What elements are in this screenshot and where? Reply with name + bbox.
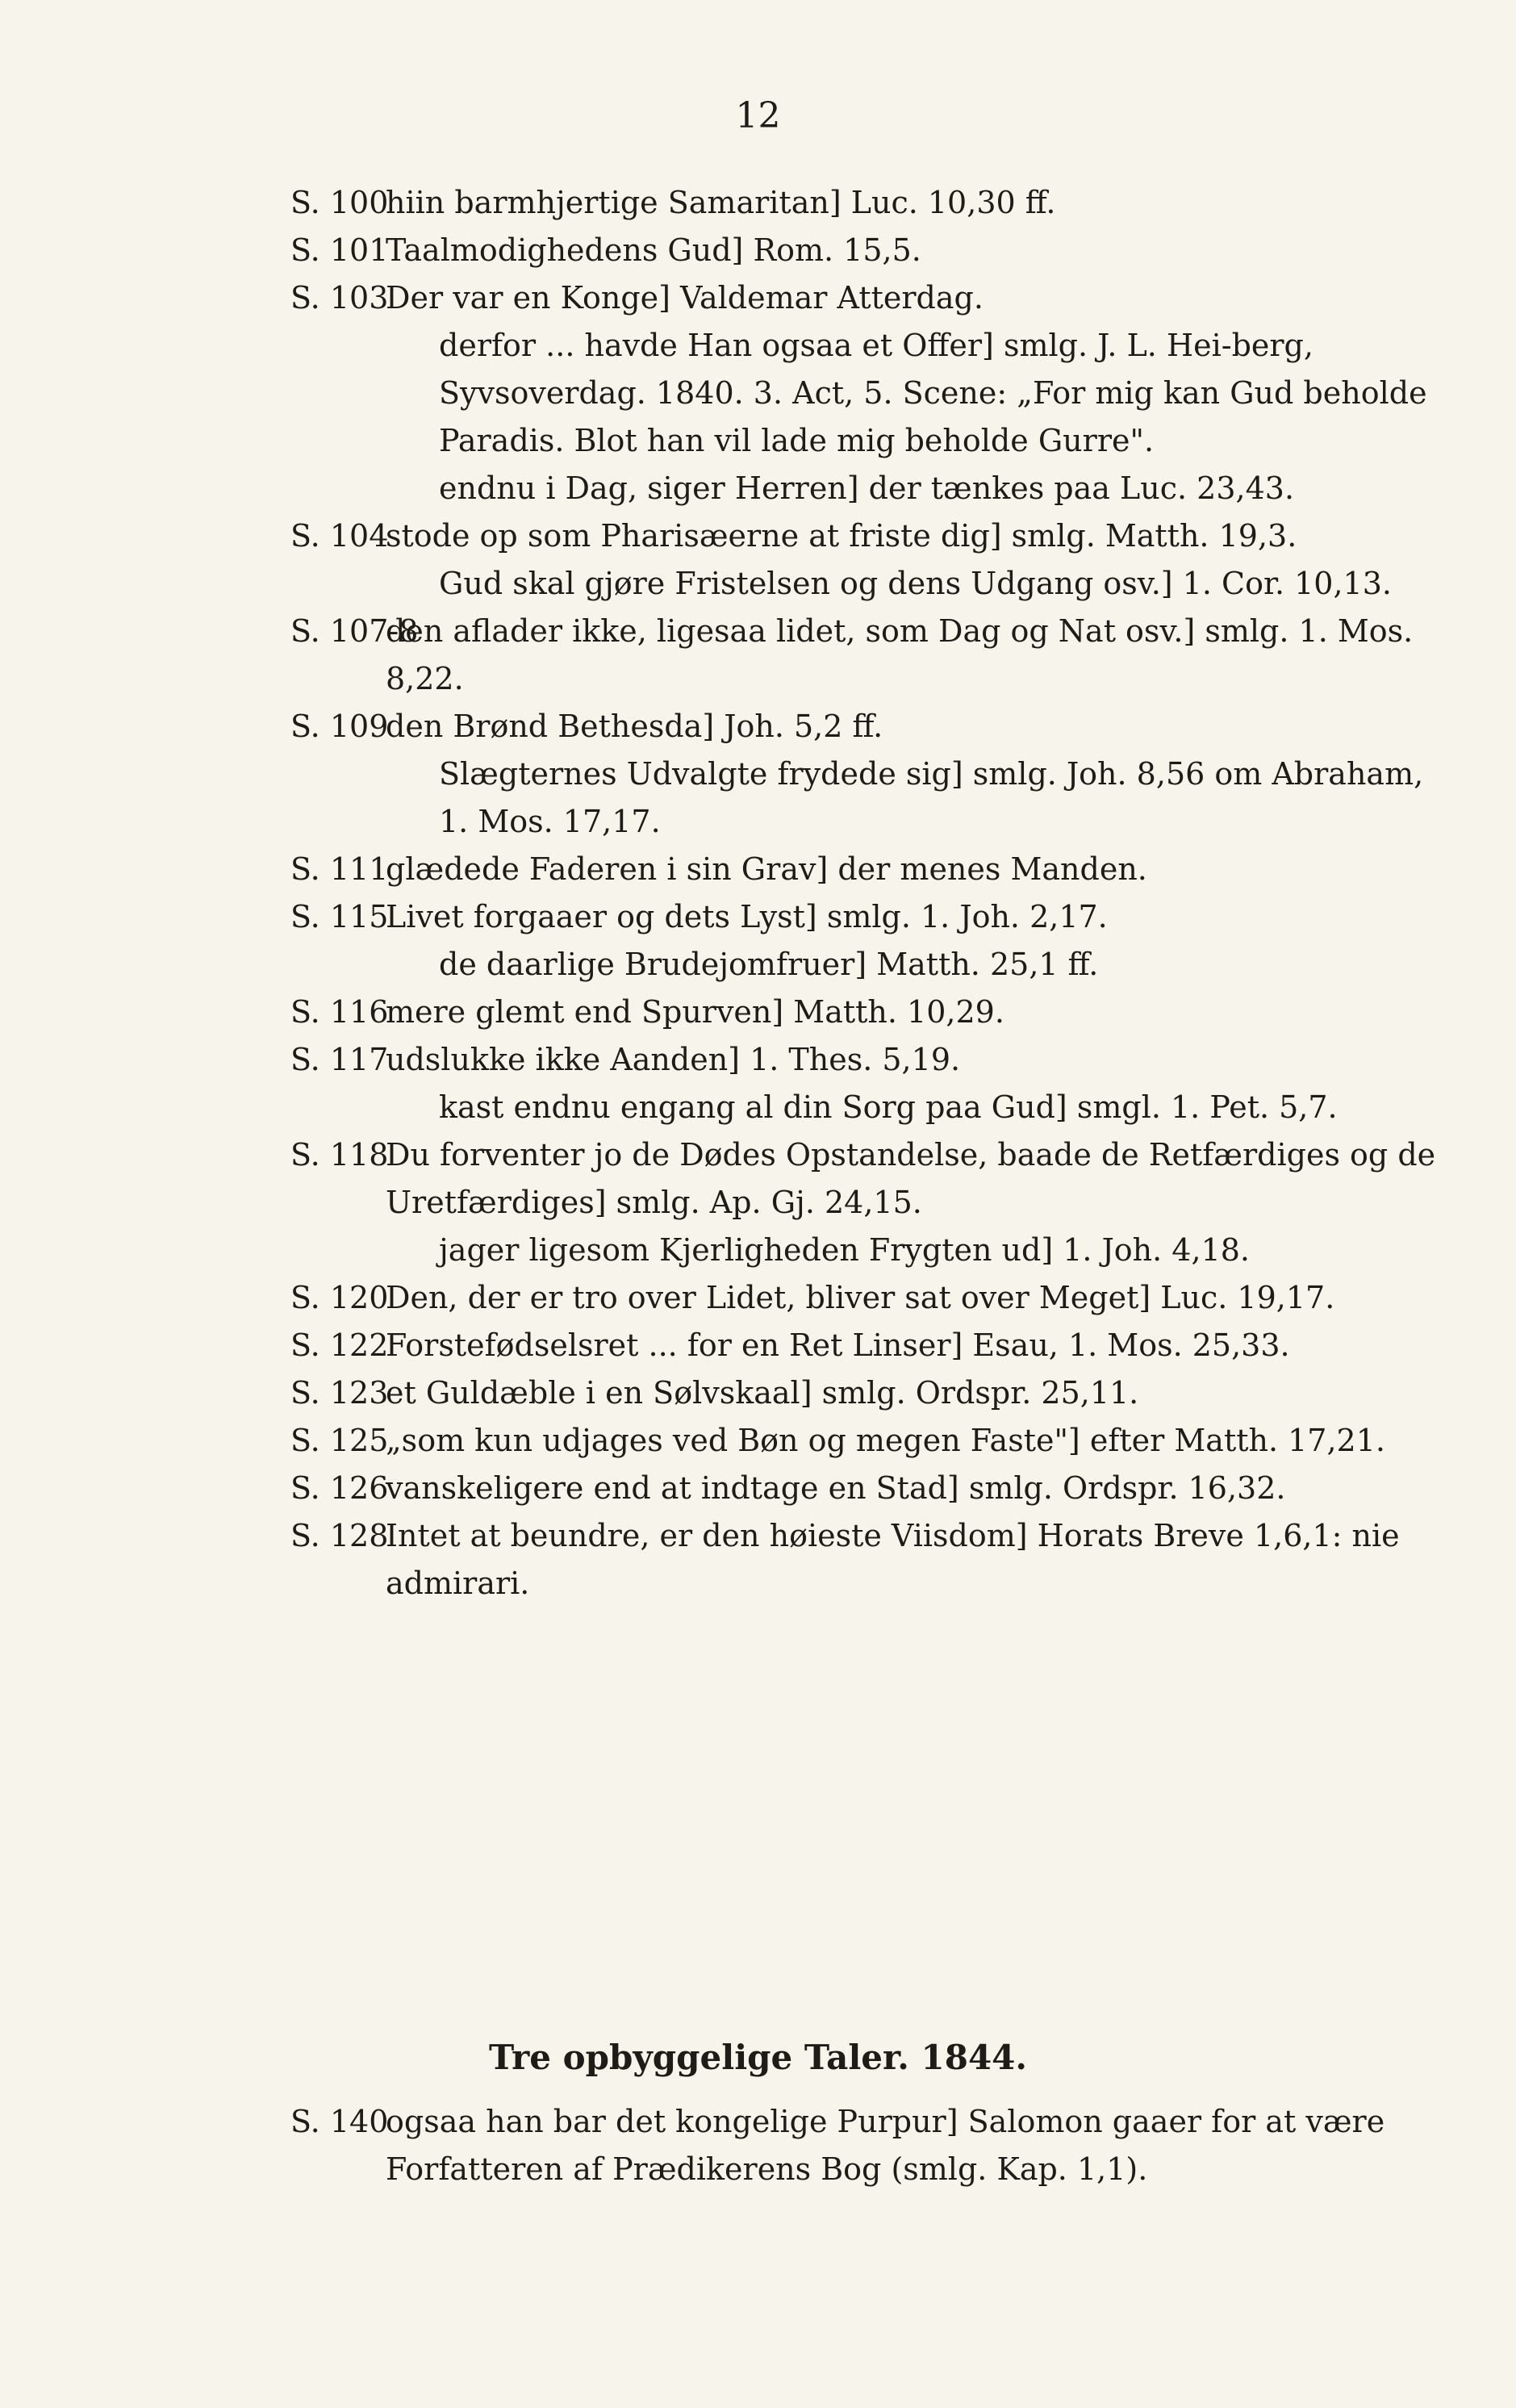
- note-entry: [290, 512, 1436, 608]
- note-text: Den, der er tro over Lidet, bliver sat over Meget] Luc. 19,17.: [386, 1280, 1335, 1315]
- note-entry: [290, 1274, 1436, 1322]
- note-page-ref: S. 122: [290, 1327, 389, 1363]
- notes-list: [290, 179, 1436, 1607]
- note-text: vanskeligere end at indtage en Stad] smlg. Ordspr. 16,32.: [386, 1470, 1286, 1506]
- note-text: Slægternes Udvalgte frydede sig] smlg. Joh. 8,56 om Abraham, 1. Mos. 17,17.: [439, 756, 1424, 839]
- note-entry: [290, 893, 1436, 989]
- note-text: ogsaa han bar det kongelige Purpur] Salomon gaaer for at være Forfatteren af Prædikerens Bog (smlg. Kap. 1,1).: [386, 2104, 1385, 2187]
- note-text: de daarlige Brudejomfruer] Matth. 25,1 ff.: [439, 947, 1099, 982]
- note-entry: [290, 1369, 1436, 1417]
- note-text: den aflader ikke, ligesaa lidet, som Dag og Nat osv.] smlg. 1. Mos. 8,22.: [386, 613, 1414, 696]
- note-page-ref: S. 125: [290, 1423, 389, 1458]
- note-page-ref: S. 120: [290, 1280, 389, 1315]
- note-text: Livet forgaaer og dets Lyst] smlg. 1. Joh. 2,17.: [386, 899, 1108, 934]
- note-entry: [290, 846, 1436, 893]
- note-text: den Brønd Bethesda] Joh. 5,2 ff.: [386, 709, 883, 744]
- note-page-ref: S. 117: [290, 1042, 389, 1077]
- note-text: endnu i Dag, siger Herren] der tænkes paa Luc. 23,43.: [439, 470, 1295, 506]
- note-text: jager ligesom Kjerligheden Frygten ud] 1. Joh. 4,18.: [439, 1232, 1250, 1268]
- note-page-ref: S. 109: [290, 709, 389, 744]
- note-text: Der var en Konge] Valdemar Atterdag.: [386, 280, 984, 316]
- note-entry: [290, 608, 1436, 703]
- note-text: Intet at beundre, er den høieste Viisdom] Horats Breve 1,6,1: nie admirari.: [386, 1518, 1400, 1601]
- note-entry: [290, 1036, 1436, 1131]
- note-page-ref: S. 123: [290, 1375, 389, 1411]
- note-entry: [290, 227, 1436, 274]
- note-text: hiin barmhjertige Samaritan] Luc. 10,30 ff.: [386, 185, 1056, 220]
- note-text: mere glemt end Spurven] Matth. 10,29.: [386, 994, 1004, 1030]
- note-text: Du forventer jo de Dødes Opstandelse, baade de Retfærdiges og de Uretfærdiges] smlg. Ap. Gj. 24,15.: [386, 1137, 1436, 1220]
- note-page-ref: S. 104: [290, 518, 389, 554]
- note-page-ref: S. 111: [290, 851, 389, 887]
- note-page-ref: S. 115: [290, 899, 389, 934]
- note-page-ref: S. 101: [290, 232, 389, 268]
- note-text: kast endnu engang al din Sorg paa Gud] smgl. 1. Pet. 5,7.: [439, 1089, 1338, 1125]
- note-text: „som kun udjages ved Bøn og megen Faste"] efter Matth. 17,21.: [386, 1423, 1385, 1458]
- note-entry: [290, 1465, 1436, 1512]
- note-text: et Guldæble i en Sølvskaal] smlg. Ordspr. 25,11.: [386, 1375, 1139, 1411]
- note-page-ref: S. 116: [290, 994, 389, 1030]
- note-text: stode op som Pharisæerne at friste dig] smlg. Matth. 19,3.: [386, 518, 1297, 554]
- note-page-ref: S. 118: [290, 1137, 389, 1173]
- note-text: Taalmodighedens Gud] Rom. 15,5.: [386, 232, 921, 268]
- note-page-ref: S. 100: [290, 185, 389, 220]
- note-entry: [290, 179, 1436, 227]
- section-heading: Tre opbyggelige Taler. 1844.: [488, 2038, 1028, 2077]
- note-entry: [290, 2098, 1436, 2193]
- note-page-ref: S. 107-8: [290, 613, 419, 649]
- note-page-ref: S. 103: [290, 280, 389, 316]
- note-entry: [290, 1417, 1436, 1465]
- section-notes-list: [290, 2098, 1436, 2193]
- note-entry: [290, 703, 1436, 846]
- note-entry: [290, 274, 1436, 512]
- note-text: glædede Faderen i sin Grav] der menes Manden.: [386, 851, 1147, 887]
- note-entry: [290, 1322, 1436, 1369]
- note-text: derfor ... havde Han ogsaa et Offer] smlg. J. L. Hei-berg, Syvsoverdag. 1840. 3. Act, 5. Scene: „For mig kan Gud beholde Paradis. Blot han vil lade mig beholde Gurre".: [439, 328, 1427, 458]
- note-page-ref: S. 128: [290, 1518, 389, 1553]
- note-entry: [290, 1512, 1436, 1607]
- page-number: 12: [735, 95, 781, 136]
- note-entry: [290, 989, 1436, 1036]
- note-text: Gud skal gjøre Fristelsen og dens Udgang osv.] 1. Cor. 10,13.: [439, 566, 1392, 601]
- note-text: Forstefødselsret ... for en Ret Linser] Esau, 1. Mos. 25,33.: [386, 1327, 1290, 1363]
- note-text: udslukke ikke Aanden] 1. Thes. 5,19.: [386, 1042, 961, 1077]
- note-page-ref: S. 126: [290, 1470, 389, 1506]
- note-entry: [290, 1131, 1436, 1274]
- note-page-ref: S. 140: [290, 2104, 389, 2139]
